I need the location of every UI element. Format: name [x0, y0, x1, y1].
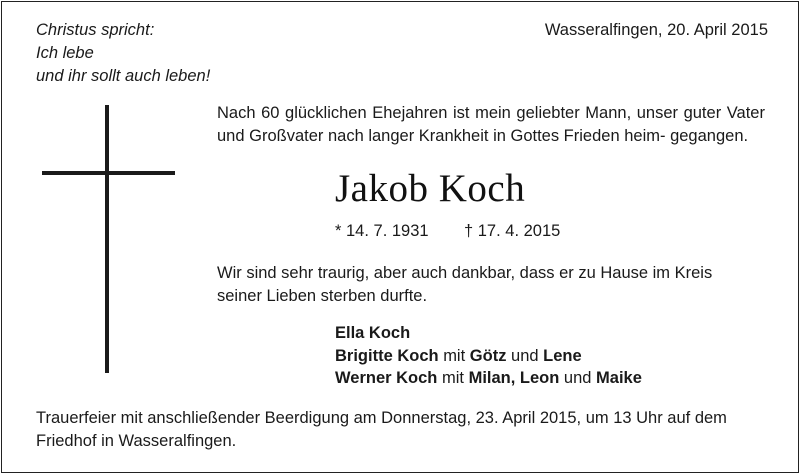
intro-line: Vater und Großvater nach langer Krankheit in Gottes Frieden heim-: [217, 104, 765, 145]
cross-icon-vertical-bar: [105, 105, 109, 373]
deceased-name: Jakob Koch: [335, 167, 526, 210]
mourning-line: Wir sind sehr traurig, aber auch dankbar, dass er zu Hause im Kreis: [217, 264, 713, 282]
family-member-name: Werner Koch: [335, 369, 438, 387]
mourning-text: [217, 262, 737, 307]
quote-line: Ich lebe: [36, 44, 94, 62]
intro-line: Nach 60 glücklichen Ehejahren ist mein geliebter Mann, unser guter: [217, 104, 722, 122]
quote-line: Christus spricht:: [36, 21, 155, 39]
funeral-line: Friedhof in Wasseralfingen.: [36, 431, 237, 450]
family-signature: [335, 322, 642, 390]
funeral-line: Trauerfeier mit anschließender Beerdigung am Donnerstag, 23. April 2015, um 13 Uhr auf dem: [36, 409, 727, 427]
mourning-line: seiner Lieben sterben durfte.: [217, 286, 428, 305]
place-date: Wasseralfingen, 20. April 2015: [544, 21, 768, 39]
connector-text: und: [563, 369, 592, 387]
family-member-name: Brigitte Koch: [335, 346, 439, 365]
death-date: † 17. 4. 2015: [464, 222, 561, 240]
bible-quote: [36, 19, 210, 88]
intro-line: gegangen.: [670, 126, 749, 145]
cross-icon-horizontal-bar: [42, 171, 175, 175]
family-member-name: Götz: [469, 346, 507, 365]
connector-text: mit: [441, 369, 464, 387]
family-line: [335, 322, 642, 345]
family-member-name: Maike: [596, 369, 642, 387]
quote-line: und ihr sollt auch leben!: [36, 67, 211, 85]
birth-date: * 14. 7. 1931: [335, 222, 429, 240]
connector-text: mit: [443, 346, 466, 365]
family-member-name: Ella Koch: [335, 324, 411, 342]
family-line: [335, 345, 642, 368]
family-line: [335, 367, 642, 390]
family-member-name: Milan, Leon: [468, 369, 560, 387]
obituary-card: [1, 1, 799, 473]
family-member-name: Lene: [543, 346, 582, 365]
connector-text: und: [511, 346, 539, 365]
funeral-notice: [36, 407, 776, 452]
intro-text: [217, 102, 765, 147]
